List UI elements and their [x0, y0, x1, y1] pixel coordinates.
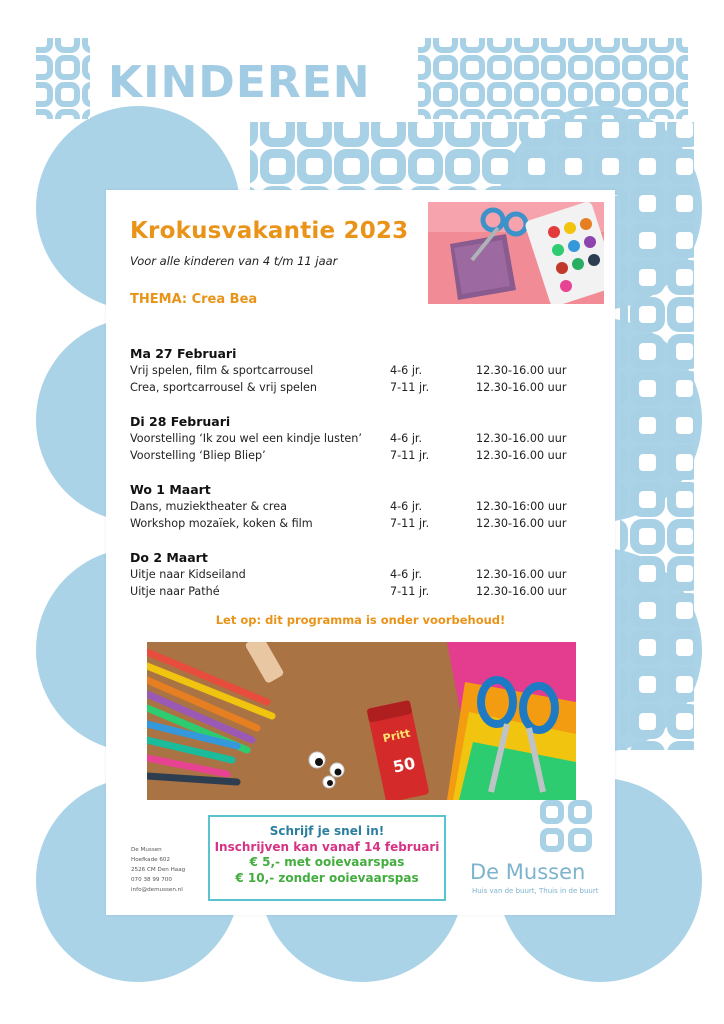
day-block-3	[130, 482, 600, 534]
activity-row	[130, 381, 600, 398]
activity-desc: Vrij spelen, film & sportcarrousel	[130, 364, 314, 377]
activity-time: 12.30-16.00 uur	[476, 364, 567, 377]
notice-text: Let op: dit programma is onder voorbehoud!	[215, 613, 506, 627]
day-heading: Do 2 Maart	[130, 550, 208, 565]
day-block-4	[130, 550, 600, 602]
address-line: 2526 CM Den Haag	[131, 867, 186, 873]
activity-time: 12.30-16.00 uur	[476, 449, 567, 462]
flyer-subtitle: Voor alle kinderen van 4 t/m 11 jaar	[130, 254, 338, 268]
brand-name: De Mussen	[470, 860, 586, 884]
registration-box	[208, 815, 446, 901]
glue-stick-number: 50	[391, 753, 417, 777]
promo-line: Inschrijven kan vanaf 14 februari	[214, 839, 440, 854]
promo-line: Schrijf je snel in!	[269, 824, 385, 838]
flyer-sheet	[106, 190, 615, 915]
activity-age: 7-11 jr.	[390, 381, 430, 394]
de-mussen-logo-icon	[538, 798, 594, 854]
promo-line: € 5,- met ooievaarspas	[249, 855, 405, 869]
address-line: Hoefkade 602	[131, 857, 171, 863]
activity-time: 12.30-16.00 uur	[476, 585, 567, 598]
activity-row	[130, 500, 600, 517]
address-line: 070 38 99 700	[131, 877, 172, 883]
activity-time: 12.30-16.00 uur	[476, 432, 567, 445]
address-line: info@demussen.nl	[131, 887, 183, 893]
activity-age: 4-6 jr.	[390, 500, 423, 513]
flyer-title: Krokusvakantie 2023	[130, 218, 409, 244]
address-line: De Mussen	[131, 847, 162, 853]
glue-stick-label: Pritt	[381, 726, 412, 746]
activity-time: 12.30-16.00 uur	[476, 381, 567, 394]
activity-time: 12.30-16.00 uur	[476, 568, 567, 581]
activity-row	[130, 449, 600, 466]
activity-desc: Uitje naar Kidseiland	[130, 568, 246, 581]
activity-row	[130, 432, 600, 449]
activity-age: 4-6 jr.	[390, 568, 423, 581]
crafts-photo-top	[428, 202, 604, 304]
address-block	[131, 845, 185, 895]
flyer-theme: THEMA: Crea Bea	[130, 292, 258, 307]
activity-time: 12.30-16:00 uur	[476, 500, 567, 513]
activity-row	[130, 364, 600, 381]
activity-desc: Workshop mozaïek, koken & film	[130, 517, 313, 530]
day-block-2	[130, 414, 600, 466]
activity-row	[130, 585, 600, 602]
day-block-1	[130, 346, 600, 398]
activity-age: 7-11 jr.	[390, 585, 430, 598]
activity-row	[130, 517, 600, 534]
activity-desc: Uitje naar Pathé	[130, 585, 220, 598]
day-heading: Wo 1 Maart	[130, 482, 211, 497]
activity-desc: Voorstelling ‘Bliep Bliep’	[130, 449, 266, 462]
activity-row	[130, 568, 600, 585]
activity-time: 12.30-16.00 uur	[476, 517, 567, 530]
activity-desc: Crea, sportcarrousel & vrij spelen	[130, 381, 318, 394]
brand-tagline: Huis van de buurt, Thuis in de buurt	[472, 887, 599, 895]
day-heading: Ma 27 Februari	[130, 346, 237, 361]
activity-age: 7-11 jr.	[390, 517, 430, 530]
day-heading: Di 28 Februari	[130, 414, 231, 429]
activity-age: 4-6 jr.	[390, 432, 423, 445]
crafts-photo-main	[147, 642, 576, 800]
promo-line: € 10,- zonder ooievaarspas	[235, 870, 419, 885]
activity-age: 7-11 jr.	[390, 449, 430, 462]
activity-desc: Voorstelling ‘Ik zou wel een kindje lusten’	[130, 432, 362, 445]
activity-age: 4-6 jr.	[390, 364, 423, 377]
header-title: KINDEREN	[108, 57, 371, 108]
activity-desc: Dans, muziektheater & crea	[130, 500, 287, 513]
